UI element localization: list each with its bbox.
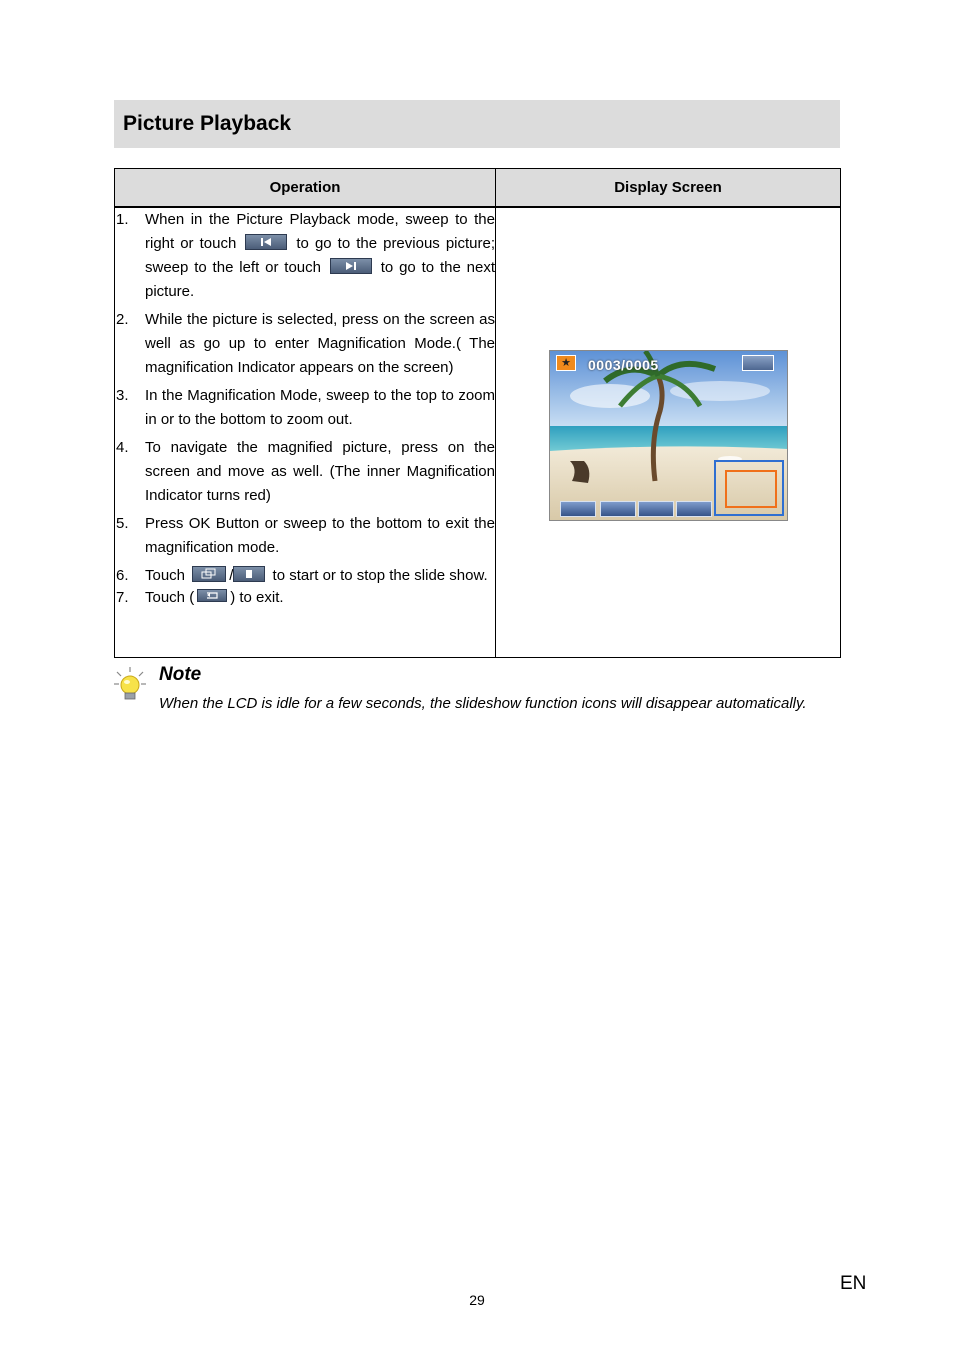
step-text: While the picture is selected, press on the screen as well as go up to enter Magnification Mode.( The magnification Indicator appears on the screen)	[145, 311, 495, 376]
return-icon	[197, 589, 227, 602]
steps-list	[115, 208, 495, 610]
note-text: When the LCD is idle for a few seconds, the slideshow function icons will disappear automatically.	[159, 695, 807, 712]
slideshow-icon	[676, 501, 712, 517]
stop-icon	[233, 566, 265, 582]
section-title: Picture Playback	[123, 112, 292, 135]
magnification-indicator-inner	[725, 470, 777, 508]
step-item	[115, 384, 495, 432]
previous-icon	[245, 234, 287, 250]
step-item	[115, 564, 495, 588]
return-icon	[560, 501, 596, 517]
step-text: When in the Picture Playback mode, sweep to the right or touch to go to the previous picture; sweep to the left or touch to go to the next picture.	[145, 211, 496, 300]
step-text: Touch / to start or to stop the slide show.	[145, 567, 488, 584]
next-icon	[330, 258, 372, 274]
image-counter: 0003/0005	[588, 357, 659, 373]
slideshow-icon	[192, 566, 226, 582]
display-screen-cell	[496, 207, 841, 658]
header-operation: Operation	[115, 169, 496, 208]
lcd-screenshot	[549, 350, 788, 521]
step-number: 2.	[116, 311, 129, 328]
step-number: 6.	[116, 567, 129, 584]
step-item	[115, 436, 495, 508]
step-number: 4.	[116, 439, 129, 456]
step-text: In the Magnification Mode, sweep to the top to zoom in or to the bottom to zoom out.	[145, 387, 495, 428]
step-item	[115, 512, 495, 560]
note-title: Note	[159, 664, 202, 685]
step-item	[115, 308, 495, 380]
next-icon	[638, 501, 674, 517]
step-text: Press OK Button or sweep to the bottom to exit the magnification mode.	[145, 515, 495, 556]
step-text: To navigate the magnified picture, press on the screen and move as well. (The inner Magnification Indicator turns red)	[145, 439, 495, 504]
delete-icon	[742, 355, 774, 371]
step-item	[115, 586, 495, 610]
page-number: 29	[469, 1292, 485, 1308]
previous-icon	[600, 501, 636, 517]
step-number: 1.	[116, 211, 129, 228]
section-header	[114, 100, 840, 148]
header-display-screen: Display Screen	[496, 169, 841, 208]
step-text: Touch ( ) to exit.	[145, 589, 284, 606]
language-label: EN	[840, 1273, 867, 1294]
step-number: 5.	[116, 515, 129, 532]
step-item	[115, 208, 495, 304]
step-number: 7.	[116, 589, 129, 606]
step-number: 3.	[116, 387, 129, 404]
favorite-icon: ★	[556, 355, 576, 371]
lightbulb-icon	[113, 666, 147, 702]
operation-table	[114, 168, 841, 658]
playback-toolbar	[550, 501, 710, 517]
operation-cell	[115, 207, 496, 658]
